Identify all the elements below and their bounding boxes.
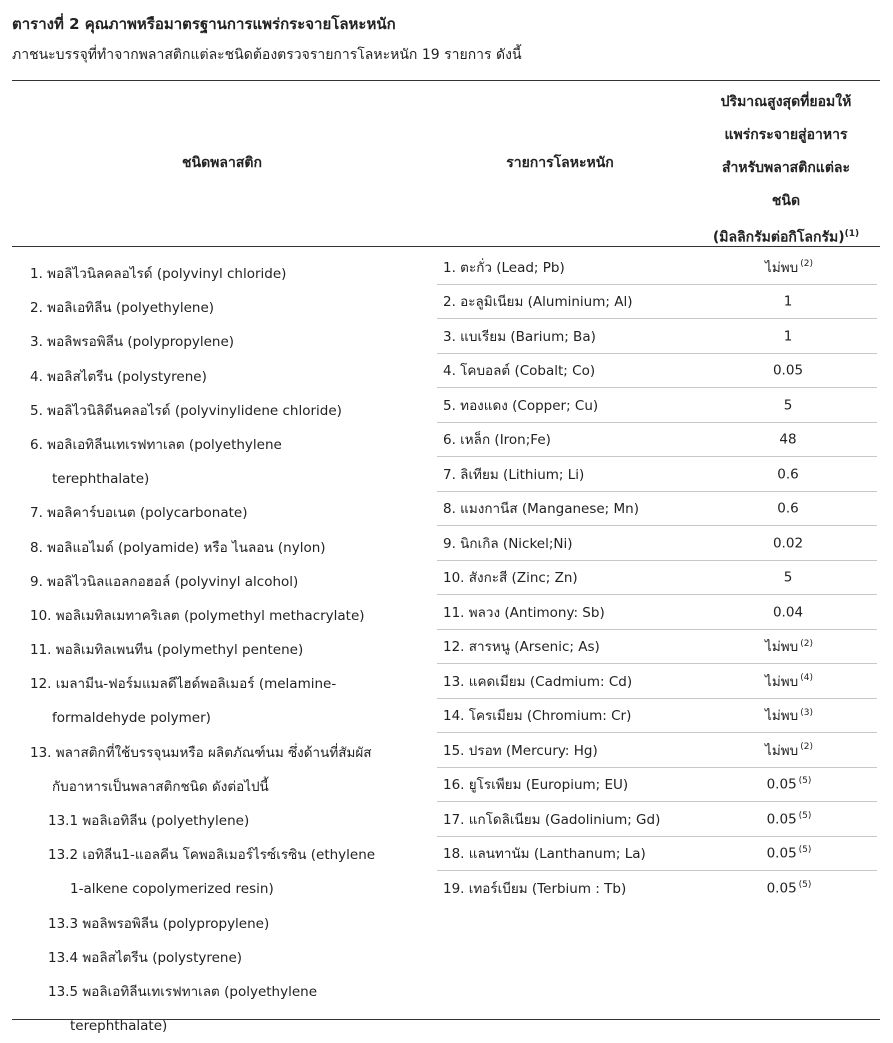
metal-limit <box>701 491 877 526</box>
metal-limit <box>701 250 877 284</box>
header-heavy-metal: รายการโลหะหนัก <box>506 155 614 171</box>
header-plastic-type: ชนิดพลาสติก <box>182 155 262 171</box>
plastic-type-list <box>30 257 440 1043</box>
plastic-subitem: 13.2 เอทิลีน1-แอลคีน โคพอลิเมอร์ไรซ์เรซิน (ethylene <box>48 847 376 864</box>
table-row <box>437 457 877 492</box>
metal-limit <box>701 664 877 699</box>
plastic-item: 6. พอลิเอทิลีนเทเรฟทาเลต (polyethylene <box>30 436 282 453</box>
header-max-limit <box>690 86 882 255</box>
metal-limit-value: 1 <box>783 328 793 344</box>
metal-name: 4. โคบอลต์ (Cobalt; Co) <box>437 353 701 388</box>
metal-name: 3. แบเรียม (Barium; Ba) <box>437 319 701 354</box>
table-row <box>437 629 877 664</box>
metal-limit <box>701 560 877 595</box>
plastic-subitem: 13.1 พอลิเอทิลีน (polyethylene) <box>48 813 250 829</box>
metal-name: 2. อะลูมิเนียม (Aluminium; Al) <box>437 284 701 319</box>
table-row <box>437 491 877 526</box>
metal-name: 1. ตะกั่ว (Lead; Pb) <box>437 250 701 284</box>
metal-limit <box>701 698 877 733</box>
footnote-marker: (3) <box>800 707 813 718</box>
metal-limit-value: 1 <box>783 293 793 310</box>
plastic-item: 9. พอลิไวนิลแอลกอฮอล์ (polyvinyl alcohol) <box>30 573 299 590</box>
footnote-marker: (1) <box>844 229 860 239</box>
plastic-item: 13. พลาสติกที่ใช้บรรจุนมหรือ ผลิตภัณฑ์นม ซึ่งด้านที่สัมผัส <box>30 744 372 761</box>
metal-name: 12. สารหนู (Arsenic; As) <box>437 629 701 664</box>
metal-limit-value: 0.05 <box>766 880 797 896</box>
metal-limit-value: 0.05 <box>772 362 804 379</box>
metal-limit <box>701 836 877 871</box>
metal-name: 14. โครเมียม (Chromium: Cr) <box>437 698 701 733</box>
top-rule <box>12 80 880 81</box>
metal-name: 19. เทอร์เบียม (Terbium : Tb) <box>443 880 627 897</box>
table-row <box>437 388 877 423</box>
table-row <box>437 319 877 354</box>
plastic-item: 8. พอลิแอไมด์ (polyamide) หรือ ไนลอน (nylon) <box>30 539 326 556</box>
metal-limit-value: ไม่พบ <box>765 259 799 276</box>
header-limit-line: ปริมาณสูงสุดที่ยอมให้ <box>720 94 852 110</box>
metal-limit-value: 0.05 <box>766 776 797 793</box>
metal-name: 9. นิกเกิล (Nickel;Ni) <box>437 526 701 561</box>
header-limit-line: สำหรับพลาสติกแต่ละ <box>721 160 851 176</box>
metal-name: 7. ลิเทียม (Lithium; Li) <box>437 457 701 492</box>
table-row <box>437 836 877 871</box>
metal-limit-value: ไม่พบ <box>765 639 799 656</box>
footnote-marker: (2) <box>800 742 813 753</box>
header-limit-line: แพร่กระจายสู่อาหาร <box>724 127 848 143</box>
metal-limit <box>701 767 877 802</box>
metal-name: 15. ปรอท (Mercury: Hg) <box>437 733 701 768</box>
plastic-subitem: 13.4 พอลิสไตรีน (polystyrene) <box>48 949 243 966</box>
metal-limit-value: 0.04 <box>772 604 804 620</box>
plastic-subitem-continued: 1-alkene copolymerized resin) <box>70 881 274 898</box>
metal-limit <box>701 353 877 388</box>
metal-limit-value: 0.05 <box>766 845 797 862</box>
metal-name: 17. แกโดลิเนียม (Gadolinium; Gd) <box>437 802 701 837</box>
metal-name: 16. ยูโรเพียม (Europium; EU) <box>437 767 701 802</box>
header-limit-line: ชนิด <box>771 193 801 209</box>
metal-name: 10. สังกะสี (Zinc; Zn) <box>437 560 701 595</box>
table-subtitle: ภาชนะบรรจุที่ทำจากพลาสติกแต่ละชนิดต้องตรวจรายการโลหะหนัก 19 รายการ ดังนี้ <box>12 47 522 63</box>
plastic-subitem-continued: terephthalate) <box>70 1018 168 1035</box>
plastic-item: 2. พอลิเอทิลีน (polyethylene) <box>30 300 215 317</box>
table-row <box>437 250 877 284</box>
table-row <box>437 560 877 595</box>
plastic-item: 4. พอลิสไตรีน (polystyrene) <box>30 368 207 385</box>
plastic-subitem: 13.5 พอลิเอทิลีนเทเรฟทาเลต (polyethylene <box>48 983 318 1000</box>
metal-limit <box>701 802 877 837</box>
metal-name: 18. แลนทานัม (Lanthanum; La) <box>437 836 701 871</box>
metal-name: 5. ทองแดง (Copper; Cu) <box>437 388 701 423</box>
metal-name: 11. พลวง (Antimony: Sb) <box>437 595 701 630</box>
footnote-marker: (2) <box>800 638 813 649</box>
footnote-marker: (4) <box>800 673 813 684</box>
header-rule <box>12 246 880 247</box>
metal-limit-value: ไม่พบ <box>765 708 799 725</box>
table-row <box>437 353 877 388</box>
metal-limit-value: 0.02 <box>772 535 804 551</box>
metal-limit <box>701 526 877 561</box>
metal-limit-value: ไม่พบ <box>765 673 799 690</box>
plastic-item: 10. พอลิเมทิลเมทาคริเลต (polymethyl methacrylate) <box>30 607 365 624</box>
table-row <box>437 802 877 837</box>
table-row <box>437 698 877 733</box>
table-row <box>437 767 877 802</box>
table-row <box>437 595 877 630</box>
table-title: ตารางที่ 2 คุณภาพหรือมาตรฐานการแพร่กระจายโลหะหนัก <box>12 15 396 33</box>
metal-limit <box>701 388 877 423</box>
metal-limit-value: 0.6 <box>777 466 799 482</box>
table-row <box>437 733 877 768</box>
plastic-item: 5. พอลิไวนิลิดีนคลอไรด์ (polyvinylidene chloride) <box>30 402 342 419</box>
plastic-item-continued: formaldehyde polymer) <box>52 710 211 727</box>
plastic-item: 7. พอลิคาร์บอเนต (polycarbonate) <box>30 505 248 522</box>
metal-limit-value: ไม่พบ <box>765 742 799 759</box>
metal-limit <box>701 457 877 492</box>
table-row <box>437 871 877 905</box>
heavy-metal-table <box>437 250 877 905</box>
metal-name: 6. เหล็ก (Iron;Fe) <box>437 422 701 457</box>
footnote-marker: (5) <box>798 776 812 786</box>
plastic-subitem: 13.3 พอลิพรอพิลีน (polypropylene) <box>48 915 270 932</box>
metal-limit-value: 5 <box>783 569 793 586</box>
table-row <box>437 526 877 561</box>
bottom-rule <box>12 1019 880 1020</box>
plastic-item: 1. พอลิไวนิลคลอไรด์ (polyvinyl chloride) <box>30 266 287 282</box>
metal-limit <box>701 319 877 354</box>
metal-limit-value: 0.6 <box>777 500 799 517</box>
metal-limit <box>701 733 877 768</box>
plastic-item: 3. พอลิพรอพิลีน (polypropylene) <box>30 334 235 351</box>
metal-name: 8. แมงกานีส (Manganese; Mn) <box>437 491 701 526</box>
metal-limit <box>701 422 877 457</box>
footnote-marker: (5) <box>798 879 812 890</box>
metal-limit-value: 0.05 <box>766 811 797 827</box>
metal-limit <box>701 595 877 630</box>
metal-name: 13. แคดเมียม (Cadmium: Cd) <box>437 664 701 699</box>
metal-limit-value: 5 <box>783 397 793 413</box>
footnote-marker: (2) <box>800 259 813 270</box>
plastic-item-continued: terephthalate) <box>52 471 150 488</box>
metal-limit-value: 48 <box>779 431 797 448</box>
plastic-item: 11. พอลิเมทิลเพนทีน (polymethyl pentene) <box>30 642 304 659</box>
table-row <box>437 284 877 319</box>
metal-limit <box>701 629 877 664</box>
header-limit-line: (มิลลิกรัมต่อกิโลกรัม) <box>712 229 845 246</box>
footnote-marker: (5) <box>798 845 812 855</box>
metal-limit <box>701 284 877 319</box>
plastic-item: 12. เมลามีน-ฟอร์มแมลดีไฮด์พอลิเมอร์ (melamine- <box>30 676 337 693</box>
table-row <box>437 664 877 699</box>
footnote-marker: (5) <box>798 810 812 821</box>
table-row <box>437 422 877 457</box>
metal-limit <box>701 871 877 905</box>
plastic-item-continued: กับอาหารเป็นพลาสติกชนิด ดังต่อไปนี้ <box>52 778 269 795</box>
